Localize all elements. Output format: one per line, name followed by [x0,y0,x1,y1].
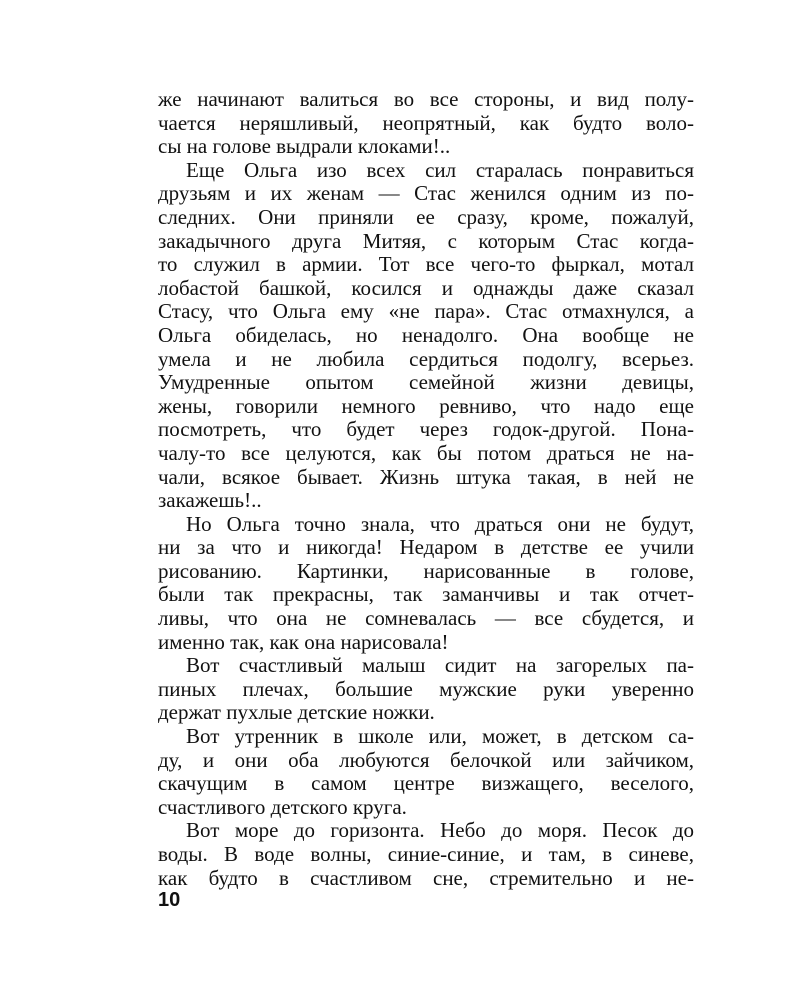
text-line: рисованию. Картинки, нарисованные в голове, [158,558,694,583]
text-line: воды. В воде волны, синие-синие, и там, в синеве, [158,842,694,866]
text-line: ду, и они оба любуются белочкой или зайчиком, [158,747,694,772]
text-line: Стасу, что Ольга ему «не пара». Стас отмахнулся, а [158,299,694,324]
text-line: же начинают валиться во все стороны, и вид полу- [158,87,694,111]
text-line: Вот утренник в школе или, может, в детском са- [186,724,694,749]
text-line: ни за что и никогда! Недаром в детстве ее учили [158,535,694,560]
text-line: как будто в счастливом сне, стремительно и не- [158,865,694,890]
text-line: умела и не любила сердиться подолгу, всерьез. [158,346,694,371]
text-line: сы на голове выдрали клоками!.. [158,134,451,159]
text-line: посмотреть, что будет через годок-другой. Пона- [158,417,694,442]
text-line: Умудренные опытом семейной жизни девицы, [158,370,694,395]
text-line: лобастой башкой, косился и однажды даже сказал [158,275,694,300]
text-line: чали, всякое бывает. Жизнь штука такая, в ней не [158,464,694,489]
text-line: ливы, что она не сомневалась — все сбудется, и [158,606,694,631]
text-line: Еще Ольга изо всех сил старалась понравиться [186,157,694,182]
text-line: жены, говорили немного ревниво, что надо еще [158,393,694,418]
text-line: закажешь!.. [158,488,262,513]
text-line: чается неряшливый, неопрятный, как будто воло- [158,110,694,135]
book-page-text [158,88,694,890]
text-line: закадычного друга Митяя, с которым Стас когда- [158,228,694,253]
text-line: Но Ольга точно знала, что драться они не будут, [186,511,694,536]
text-line: пиных плечах, большие мужские руки уверенно [158,676,694,701]
text-line: Вот счастливый малыш сидит на загорелых па- [186,653,694,678]
text-line: скачущим в самом центре визжащего, веселого, [158,771,694,796]
text-line: были так прекрасны, так заманчивы и так отчет- [158,582,694,607]
text-line: счастливого детского круга. [158,794,407,819]
text-line: Ольга обиделась, но ненадолго. Она вообще не [158,322,694,347]
text-line: следних. Они приняли ее сразу, кроме, пожалуй, [158,204,694,229]
text-line: Вот море до горизонта. Небо до моря. Песок до [186,818,694,843]
text-line: держат пухлые детские ножки. [158,700,435,725]
text-line: друзьям и их женам — Стас женился одним из по- [158,181,694,206]
text-line: именно так, как она нарисовала! [158,629,449,654]
page-number: 10 [158,889,181,911]
text-line: чалу-то все целуются, как бы потом драться не на- [158,440,694,465]
text-line: то служил в армии. Тот все чего-то фыркал, мотал [158,252,694,277]
